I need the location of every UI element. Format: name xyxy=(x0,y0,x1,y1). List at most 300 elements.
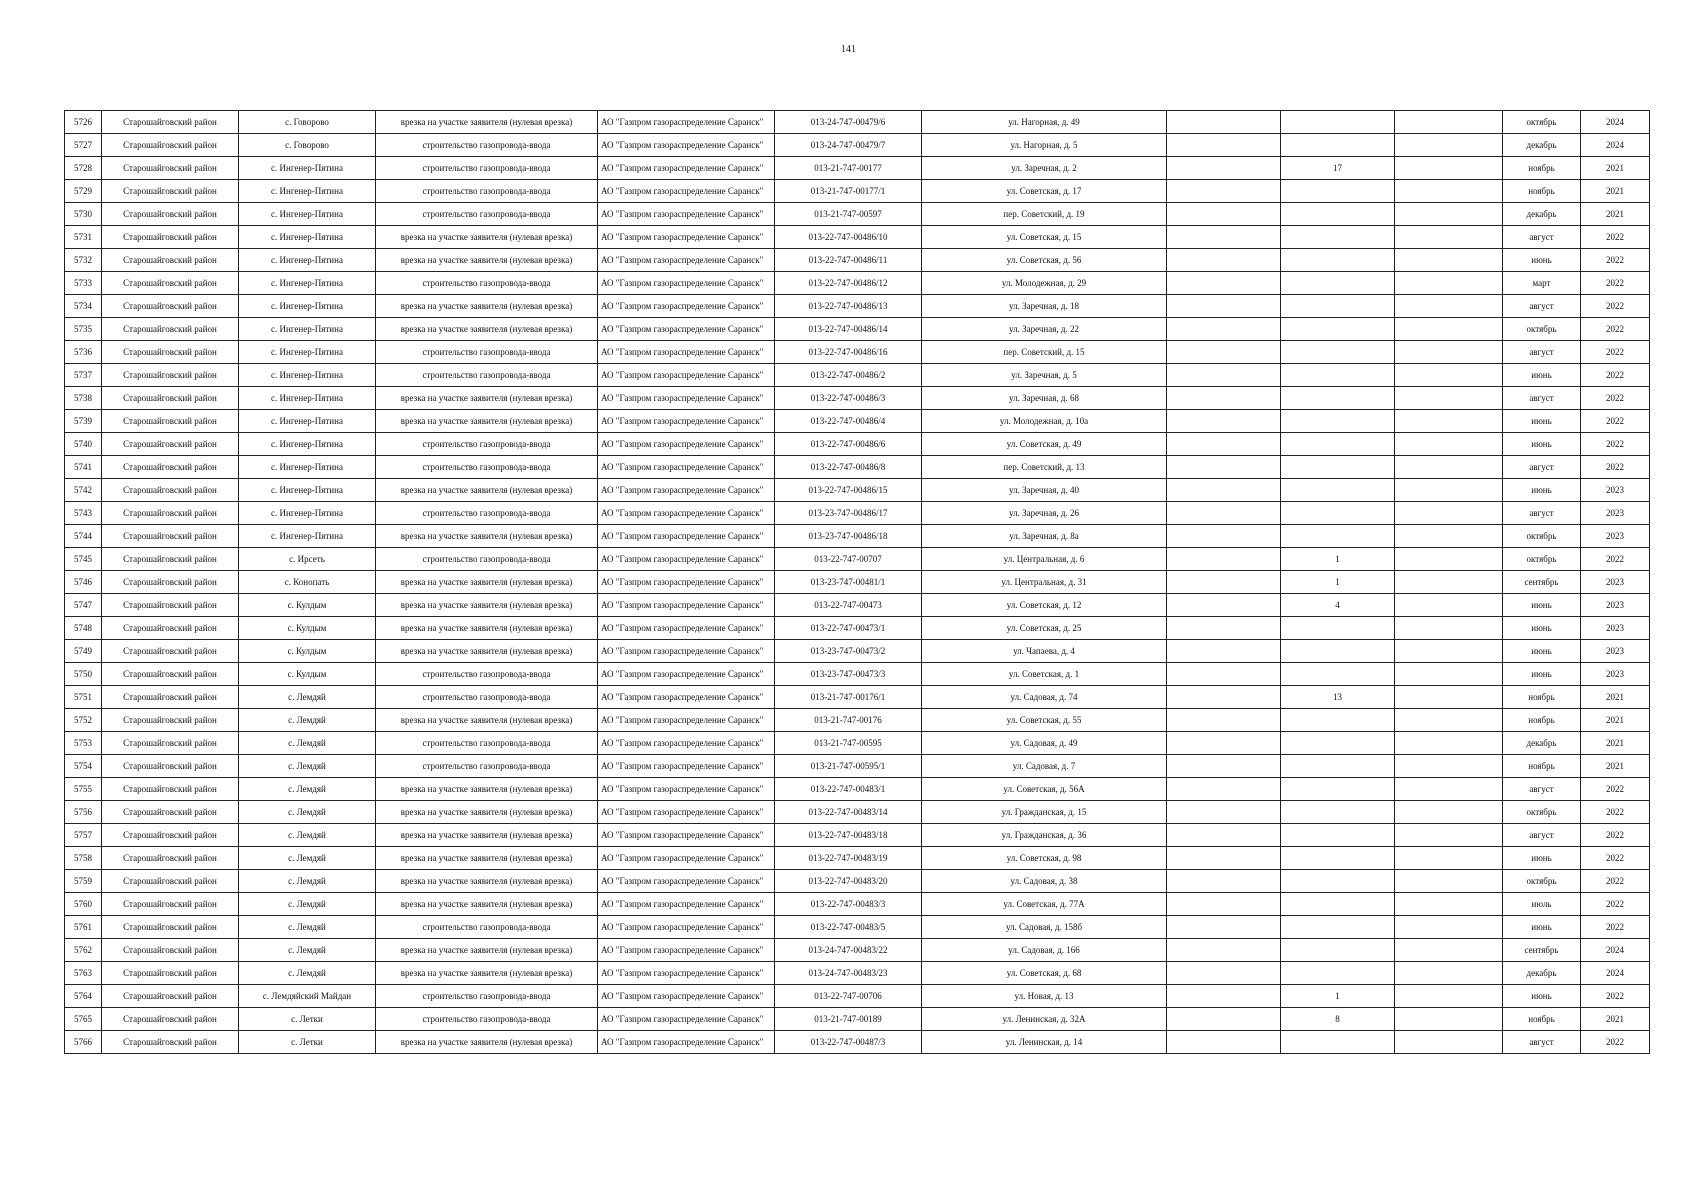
table-row xyxy=(65,295,1650,318)
extra-cell-1 xyxy=(1167,548,1281,571)
contract-number-cell: 013-23-747-00486/17 xyxy=(775,502,922,525)
district-cell: Старошайговский район xyxy=(102,134,239,157)
count-cell xyxy=(1281,341,1395,364)
extra-cell-1 xyxy=(1167,364,1281,387)
extra-cell-2 xyxy=(1395,502,1503,525)
extra-cell-1 xyxy=(1167,180,1281,203)
work-type-cell: врезка на участке заявителя (нулевая врезка) xyxy=(376,778,598,801)
row-number-cell: 5738 xyxy=(65,387,102,410)
row-number-cell: 5745 xyxy=(65,548,102,571)
extra-cell-2 xyxy=(1395,157,1503,180)
table-row xyxy=(65,525,1650,548)
month-cell: август xyxy=(1503,341,1581,364)
year-cell: 2022 xyxy=(1581,893,1650,916)
work-type-cell: строительство газопровода-ввода xyxy=(376,134,598,157)
count-cell xyxy=(1281,640,1395,663)
year-cell: 2022 xyxy=(1581,778,1650,801)
count-cell xyxy=(1281,870,1395,893)
work-type-cell: строительство газопровода-ввода xyxy=(376,985,598,1008)
count-cell xyxy=(1281,134,1395,157)
year-cell: 2023 xyxy=(1581,640,1650,663)
year-cell: 2021 xyxy=(1581,157,1650,180)
extra-cell-1 xyxy=(1167,272,1281,295)
month-cell: октябрь xyxy=(1503,318,1581,341)
organization-cell: АО "Газпром газораспределение Саранск" xyxy=(598,226,775,249)
month-cell: июнь xyxy=(1503,847,1581,870)
row-number-cell: 5761 xyxy=(65,916,102,939)
work-type-cell: строительство газопровода-ввода xyxy=(376,433,598,456)
count-cell xyxy=(1281,824,1395,847)
month-cell: октябрь xyxy=(1503,111,1581,134)
settlement-cell: с. Ингенер-Пятина xyxy=(239,502,376,525)
contract-number-cell: 013-22-747-00486/11 xyxy=(775,249,922,272)
settlement-cell: с. Ингенер-Пятина xyxy=(239,410,376,433)
extra-cell-2 xyxy=(1395,180,1503,203)
extra-cell-2 xyxy=(1395,594,1503,617)
extra-cell-2 xyxy=(1395,387,1503,410)
work-type-cell: врезка на участке заявителя (нулевая врезка) xyxy=(376,479,598,502)
district-cell: Старошайговский район xyxy=(102,709,239,732)
row-number-cell: 5755 xyxy=(65,778,102,801)
table-row xyxy=(65,502,1650,525)
row-number-cell: 5750 xyxy=(65,663,102,686)
settlement-cell: с. Лемдяй xyxy=(239,755,376,778)
address-cell: ул. Ленинская, д. 32А xyxy=(922,1008,1167,1031)
district-cell: Старошайговский район xyxy=(102,939,239,962)
count-cell: 1 xyxy=(1281,548,1395,571)
district-cell: Старошайговский район xyxy=(102,548,239,571)
settlement-cell: с. Летки xyxy=(239,1008,376,1031)
row-number-cell: 5743 xyxy=(65,502,102,525)
district-cell: Старошайговский район xyxy=(102,203,239,226)
row-number-cell: 5759 xyxy=(65,870,102,893)
month-cell: август xyxy=(1503,1031,1581,1054)
year-cell: 2022 xyxy=(1581,456,1650,479)
settlement-cell: с. Кулдым xyxy=(239,617,376,640)
address-cell: ул. Заречная, д. 22 xyxy=(922,318,1167,341)
address-cell: ул. Гражданская, д. 36 xyxy=(922,824,1167,847)
address-cell: ул. Советская, д. 56 xyxy=(922,249,1167,272)
address-cell: ул. Советская, д. 68 xyxy=(922,962,1167,985)
table-row xyxy=(65,824,1650,847)
district-cell: Старошайговский район xyxy=(102,801,239,824)
extra-cell-1 xyxy=(1167,985,1281,1008)
table-row xyxy=(65,755,1650,778)
month-cell: октябрь xyxy=(1503,870,1581,893)
organization-cell: АО "Газпром газораспределение Саранск" xyxy=(598,525,775,548)
month-cell: август xyxy=(1503,295,1581,318)
organization-cell: АО "Газпром газораспределение Саранск" xyxy=(598,433,775,456)
extra-cell-2 xyxy=(1395,824,1503,847)
count-cell xyxy=(1281,249,1395,272)
row-number-cell: 5765 xyxy=(65,1008,102,1031)
year-cell: 2022 xyxy=(1581,295,1650,318)
year-cell: 2021 xyxy=(1581,1008,1650,1031)
year-cell: 2024 xyxy=(1581,134,1650,157)
work-type-cell: строительство газопровода-ввода xyxy=(376,180,598,203)
count-cell: 1 xyxy=(1281,985,1395,1008)
row-number-cell: 5753 xyxy=(65,732,102,755)
settlement-cell: с. Ингенер-Пятина xyxy=(239,479,376,502)
work-type-cell: врезка на участке заявителя (нулевая врезка) xyxy=(376,617,598,640)
district-cell: Старошайговский район xyxy=(102,617,239,640)
district-cell: Старошайговский район xyxy=(102,111,239,134)
address-cell: ул. Центральная, д. 6 xyxy=(922,548,1167,571)
contract-number-cell: 013-23-747-00481/1 xyxy=(775,571,922,594)
extra-cell-2 xyxy=(1395,479,1503,502)
month-cell: декабрь xyxy=(1503,203,1581,226)
extra-cell-2 xyxy=(1395,939,1503,962)
work-type-cell: строительство газопровода-ввода xyxy=(376,341,598,364)
address-cell: ул. Советская, д. 98 xyxy=(922,847,1167,870)
contract-number-cell: 013-22-747-00707 xyxy=(775,548,922,571)
extra-cell-1 xyxy=(1167,732,1281,755)
organization-cell: АО "Газпром газораспределение Саранск" xyxy=(598,755,775,778)
extra-cell-2 xyxy=(1395,134,1503,157)
district-cell: Старошайговский район xyxy=(102,778,239,801)
table-row xyxy=(65,203,1650,226)
address-cell: ул. Садовая, д. 74 xyxy=(922,686,1167,709)
year-cell: 2022 xyxy=(1581,847,1650,870)
address-cell: ул. Заречная, д. 18 xyxy=(922,295,1167,318)
district-cell: Старошайговский район xyxy=(102,456,239,479)
year-cell: 2022 xyxy=(1581,824,1650,847)
count-cell xyxy=(1281,709,1395,732)
extra-cell-1 xyxy=(1167,1008,1281,1031)
district-cell: Старошайговский район xyxy=(102,525,239,548)
district-cell: Старошайговский район xyxy=(102,433,239,456)
address-cell: ул. Ленинская, д. 14 xyxy=(922,1031,1167,1054)
month-cell: август xyxy=(1503,387,1581,410)
table-row xyxy=(65,341,1650,364)
year-cell: 2023 xyxy=(1581,594,1650,617)
settlement-cell: с. Ингенер-Пятина xyxy=(239,157,376,180)
year-cell: 2022 xyxy=(1581,249,1650,272)
count-cell: 1 xyxy=(1281,571,1395,594)
contract-number-cell: 013-23-747-00486/18 xyxy=(775,525,922,548)
work-type-cell: врезка на участке заявителя (нулевая врезка) xyxy=(376,962,598,985)
settlement-cell: с. Лемдяй xyxy=(239,824,376,847)
district-cell: Старошайговский район xyxy=(102,640,239,663)
settlement-cell: с. Ингенер-Пятина xyxy=(239,364,376,387)
contract-number-cell: 013-22-747-00486/13 xyxy=(775,295,922,318)
row-number-cell: 5734 xyxy=(65,295,102,318)
row-number-cell: 5754 xyxy=(65,755,102,778)
contract-number-cell: 013-22-747-00483/20 xyxy=(775,870,922,893)
year-cell: 2021 xyxy=(1581,755,1650,778)
year-cell: 2022 xyxy=(1581,801,1650,824)
extra-cell-2 xyxy=(1395,870,1503,893)
organization-cell: АО "Газпром газораспределение Саранск" xyxy=(598,341,775,364)
extra-cell-2 xyxy=(1395,686,1503,709)
extra-cell-2 xyxy=(1395,732,1503,755)
extra-cell-2 xyxy=(1395,203,1503,226)
page-number: 141 xyxy=(841,44,856,55)
organization-cell: АО "Газпром газораспределение Саранск" xyxy=(598,318,775,341)
address-cell: пер. Советский, д. 19 xyxy=(922,203,1167,226)
district-cell: Старошайговский район xyxy=(102,1031,239,1054)
address-cell: ул. Садовая, д. 7 xyxy=(922,755,1167,778)
year-cell: 2022 xyxy=(1581,226,1650,249)
table-row xyxy=(65,985,1650,1008)
contract-number-cell: 013-21-747-00176 xyxy=(775,709,922,732)
row-number-cell: 5728 xyxy=(65,157,102,180)
address-cell: ул. Нагорная, д. 5 xyxy=(922,134,1167,157)
extra-cell-1 xyxy=(1167,479,1281,502)
settlement-cell: с. Лемдяй xyxy=(239,801,376,824)
month-cell: август xyxy=(1503,226,1581,249)
settlement-cell: с. Лемдяй xyxy=(239,893,376,916)
count-cell xyxy=(1281,180,1395,203)
year-cell: 2022 xyxy=(1581,870,1650,893)
organization-cell: АО "Газпром газораспределение Саранск" xyxy=(598,916,775,939)
row-number-cell: 5766 xyxy=(65,1031,102,1054)
month-cell: июль xyxy=(1503,893,1581,916)
extra-cell-2 xyxy=(1395,525,1503,548)
district-cell: Старошайговский район xyxy=(102,387,239,410)
organization-cell: АО "Газпром газораспределение Саранск" xyxy=(598,640,775,663)
contract-number-cell: 013-23-747-00473/3 xyxy=(775,663,922,686)
count-cell xyxy=(1281,1031,1395,1054)
month-cell: ноябрь xyxy=(1503,755,1581,778)
contract-number-cell: 013-22-747-00486/10 xyxy=(775,226,922,249)
gas-connection-register-table xyxy=(64,110,1650,1054)
row-number-cell: 5760 xyxy=(65,893,102,916)
organization-cell: АО "Газпром газораспределение Саранск" xyxy=(598,502,775,525)
organization-cell: АО "Газпром газораспределение Саранск" xyxy=(598,732,775,755)
work-type-cell: врезка на участке заявителя (нулевая врезка) xyxy=(376,571,598,594)
extra-cell-2 xyxy=(1395,916,1503,939)
address-cell: ул. Садовая, д. 38 xyxy=(922,870,1167,893)
count-cell xyxy=(1281,318,1395,341)
month-cell: август xyxy=(1503,502,1581,525)
contract-number-cell: 013-22-747-00473/1 xyxy=(775,617,922,640)
district-cell: Старошайговский район xyxy=(102,180,239,203)
year-cell: 2022 xyxy=(1581,364,1650,387)
register-body xyxy=(65,111,1650,1054)
extra-cell-2 xyxy=(1395,111,1503,134)
year-cell: 2022 xyxy=(1581,410,1650,433)
table-row xyxy=(65,594,1650,617)
organization-cell: АО "Газпром газораспределение Саранск" xyxy=(598,203,775,226)
table-row xyxy=(65,249,1650,272)
extra-cell-1 xyxy=(1167,939,1281,962)
month-cell: март xyxy=(1503,272,1581,295)
row-number-cell: 5731 xyxy=(65,226,102,249)
extra-cell-1 xyxy=(1167,203,1281,226)
extra-cell-2 xyxy=(1395,1031,1503,1054)
contract-number-cell: 013-22-747-00483/14 xyxy=(775,801,922,824)
month-cell: июнь xyxy=(1503,663,1581,686)
month-cell: август xyxy=(1503,778,1581,801)
address-cell: ул. Советская, д. 49 xyxy=(922,433,1167,456)
address-cell: ул. Заречная, д. 68 xyxy=(922,387,1167,410)
work-type-cell: врезка на участке заявителя (нулевая врезка) xyxy=(376,824,598,847)
extra-cell-1 xyxy=(1167,410,1281,433)
district-cell: Старошайговский район xyxy=(102,341,239,364)
work-type-cell: врезка на участке заявителя (нулевая врезка) xyxy=(376,801,598,824)
address-cell: ул. Советская, д. 56А xyxy=(922,778,1167,801)
settlement-cell: с. Ингенер-Пятина xyxy=(239,456,376,479)
count-cell xyxy=(1281,893,1395,916)
district-cell: Старошайговский район xyxy=(102,755,239,778)
extra-cell-1 xyxy=(1167,433,1281,456)
month-cell: октябрь xyxy=(1503,801,1581,824)
count-cell xyxy=(1281,962,1395,985)
row-number-cell: 5752 xyxy=(65,709,102,732)
row-number-cell: 5735 xyxy=(65,318,102,341)
extra-cell-2 xyxy=(1395,226,1503,249)
count-cell xyxy=(1281,364,1395,387)
row-number-cell: 5742 xyxy=(65,479,102,502)
district-cell: Старошайговский район xyxy=(102,847,239,870)
row-number-cell: 5751 xyxy=(65,686,102,709)
settlement-cell: с. Лемдяйский Майдан xyxy=(239,985,376,1008)
row-number-cell: 5757 xyxy=(65,824,102,847)
table-row xyxy=(65,548,1650,571)
month-cell: декабрь xyxy=(1503,732,1581,755)
extra-cell-2 xyxy=(1395,617,1503,640)
table-row xyxy=(65,893,1650,916)
row-number-cell: 5726 xyxy=(65,111,102,134)
organization-cell: АО "Газпром газораспределение Саранск" xyxy=(598,410,775,433)
district-cell: Старошайговский район xyxy=(102,594,239,617)
contract-number-cell: 013-21-747-00595 xyxy=(775,732,922,755)
organization-cell: АО "Газпром газораспределение Саранск" xyxy=(598,962,775,985)
month-cell: ноябрь xyxy=(1503,709,1581,732)
district-cell: Старошайговский район xyxy=(102,962,239,985)
row-number-cell: 5736 xyxy=(65,341,102,364)
organization-cell: АО "Газпром газораспределение Саранск" xyxy=(598,249,775,272)
organization-cell: АО "Газпром газораспределение Саранск" xyxy=(598,387,775,410)
organization-cell: АО "Газпром газораспределение Саранск" xyxy=(598,617,775,640)
contract-number-cell: 013-22-747-00486/6 xyxy=(775,433,922,456)
work-type-cell: строительство газопровода-ввода xyxy=(376,686,598,709)
table-row xyxy=(65,410,1650,433)
extra-cell-1 xyxy=(1167,594,1281,617)
address-cell: ул. Центральная, д. 31 xyxy=(922,571,1167,594)
contract-number-cell: 013-23-747-00473/2 xyxy=(775,640,922,663)
extra-cell-1 xyxy=(1167,893,1281,916)
organization-cell: АО "Газпром газораспределение Саранск" xyxy=(598,295,775,318)
address-cell: ул. Гражданская, д. 15 xyxy=(922,801,1167,824)
work-type-cell: врезка на участке заявителя (нулевая врезка) xyxy=(376,640,598,663)
extra-cell-2 xyxy=(1395,755,1503,778)
settlement-cell: с. Ингенер-Пятина xyxy=(239,180,376,203)
table-row xyxy=(65,364,1650,387)
month-cell: июнь xyxy=(1503,433,1581,456)
contract-number-cell: 013-22-747-00473 xyxy=(775,594,922,617)
organization-cell: АО "Газпром газораспределение Саранск" xyxy=(598,111,775,134)
settlement-cell: с. Лемдяй xyxy=(239,686,376,709)
settlement-cell: с. Ингенер-Пятина xyxy=(239,433,376,456)
count-cell xyxy=(1281,525,1395,548)
month-cell: сентябрь xyxy=(1503,939,1581,962)
district-cell: Старошайговский район xyxy=(102,318,239,341)
contract-number-cell: 013-22-747-00483/3 xyxy=(775,893,922,916)
contract-number-cell: 013-22-747-00486/3 xyxy=(775,387,922,410)
table-row xyxy=(65,157,1650,180)
extra-cell-1 xyxy=(1167,456,1281,479)
table-row xyxy=(65,916,1650,939)
organization-cell: АО "Газпром газораспределение Саранск" xyxy=(598,663,775,686)
organization-cell: АО "Газпром газораспределение Саранск" xyxy=(598,1031,775,1054)
settlement-cell: с. Ингенер-Пятина xyxy=(239,318,376,341)
row-number-cell: 5764 xyxy=(65,985,102,1008)
settlement-cell: с. Ингенер-Пятина xyxy=(239,203,376,226)
address-cell: ул. Заречная, д. 2 xyxy=(922,157,1167,180)
work-type-cell: врезка на участке заявителя (нулевая врезка) xyxy=(376,295,598,318)
address-cell: ул. Советская, д. 17 xyxy=(922,180,1167,203)
address-cell: ул. Заречная, д. 26 xyxy=(922,502,1167,525)
extra-cell-1 xyxy=(1167,1031,1281,1054)
settlement-cell: с. Ингенер-Пятина xyxy=(239,525,376,548)
year-cell: 2022 xyxy=(1581,916,1650,939)
year-cell: 2022 xyxy=(1581,341,1650,364)
table-row xyxy=(65,272,1650,295)
work-type-cell: врезка на участке заявителя (нулевая врезка) xyxy=(376,1031,598,1054)
extra-cell-2 xyxy=(1395,1008,1503,1031)
extra-cell-1 xyxy=(1167,295,1281,318)
count-cell xyxy=(1281,755,1395,778)
table-row xyxy=(65,732,1650,755)
work-type-cell: врезка на участке заявителя (нулевая врезка) xyxy=(376,870,598,893)
row-number-cell: 5763 xyxy=(65,962,102,985)
month-cell: июнь xyxy=(1503,985,1581,1008)
address-cell: ул. Новая, д. 13 xyxy=(922,985,1167,1008)
organization-cell: АО "Газпром газораспределение Саранск" xyxy=(598,939,775,962)
year-cell: 2022 xyxy=(1581,272,1650,295)
count-cell xyxy=(1281,433,1395,456)
address-cell: ул. Советская, д. 1 xyxy=(922,663,1167,686)
extra-cell-2 xyxy=(1395,249,1503,272)
month-cell: ноябрь xyxy=(1503,686,1581,709)
district-cell: Старошайговский район xyxy=(102,249,239,272)
year-cell: 2022 xyxy=(1581,387,1650,410)
settlement-cell: с. Ингенер-Пятина xyxy=(239,387,376,410)
count-cell xyxy=(1281,847,1395,870)
table-row xyxy=(65,479,1650,502)
organization-cell: АО "Газпром газораспределение Саранск" xyxy=(598,985,775,1008)
row-number-cell: 5756 xyxy=(65,801,102,824)
count-cell xyxy=(1281,502,1395,525)
table-row xyxy=(65,180,1650,203)
work-type-cell: врезка на участке заявителя (нулевая врезка) xyxy=(376,893,598,916)
address-cell: ул. Нагорная, д. 49 xyxy=(922,111,1167,134)
month-cell: ноябрь xyxy=(1503,157,1581,180)
contract-number-cell: 013-24-747-00479/6 xyxy=(775,111,922,134)
extra-cell-2 xyxy=(1395,663,1503,686)
work-type-cell: строительство газопровода-ввода xyxy=(376,548,598,571)
row-number-cell: 5748 xyxy=(65,617,102,640)
row-number-cell: 5727 xyxy=(65,134,102,157)
contract-number-cell: 013-21-747-00597 xyxy=(775,203,922,226)
organization-cell: АО "Газпром газораспределение Саранск" xyxy=(598,847,775,870)
district-cell: Старошайговский район xyxy=(102,502,239,525)
count-cell: 4 xyxy=(1281,594,1395,617)
contract-number-cell: 013-22-747-00486/4 xyxy=(775,410,922,433)
organization-cell: АО "Газпром газораспределение Саранск" xyxy=(598,364,775,387)
work-type-cell: строительство газопровода-ввода xyxy=(376,916,598,939)
year-cell: 2022 xyxy=(1581,433,1650,456)
row-number-cell: 5749 xyxy=(65,640,102,663)
extra-cell-2 xyxy=(1395,318,1503,341)
table-row xyxy=(65,387,1650,410)
year-cell: 2023 xyxy=(1581,663,1650,686)
district-cell: Старошайговский район xyxy=(102,732,239,755)
work-type-cell: врезка на участке заявителя (нулевая врезка) xyxy=(376,249,598,272)
contract-number-cell: 013-22-747-00486/16 xyxy=(775,341,922,364)
